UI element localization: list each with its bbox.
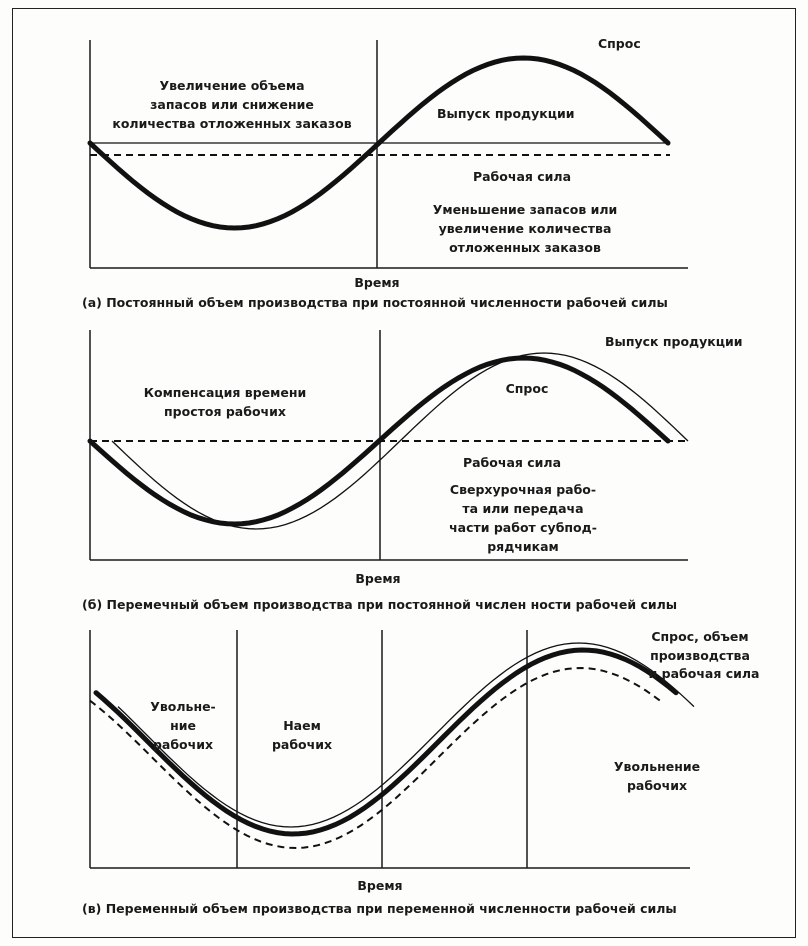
panel-c-legend-line-3: и рабочая сила xyxy=(648,666,760,681)
panel-b-overtime-line-1: Сверхурочная рабо- xyxy=(449,482,597,497)
panel-a-workforce-label: Рабочая сила xyxy=(472,169,572,184)
panel-c-layoff-left-line-3: рабочих xyxy=(152,737,214,752)
panel-a-caption: (а) Постоянный объем производства при постоянной численности рабочей силы xyxy=(82,295,668,310)
panel-b-compensation-line-1: Компенсация времени xyxy=(143,385,307,400)
panel-b-overtime-line-3: части работ субпод- xyxy=(449,520,597,535)
panel-c-layoff-left-line-1: Увольне- xyxy=(150,699,216,714)
panel-c-workforce-curve xyxy=(90,668,660,848)
panel-a-output-label: Выпуск продукции xyxy=(437,106,575,121)
panel-a-decrease-line-2: увеличение количества xyxy=(438,221,612,236)
panel-a-increase-line-1: Увеличение объема xyxy=(159,78,305,93)
panel-c-hire-line-2: рабочих xyxy=(271,737,333,752)
panel-a-demand-label: Спрос xyxy=(598,36,641,51)
panel-c-time-label: Время xyxy=(357,878,403,893)
panel-a-time-label: Время xyxy=(354,275,400,290)
panel-c-demand-curve xyxy=(118,643,694,827)
panel-a-decrease-line-3: отложенных заказов xyxy=(449,240,601,255)
panel-c xyxy=(82,629,759,916)
panel-a xyxy=(82,36,688,310)
panel-b-overtime-line-2: та или передача xyxy=(462,501,584,516)
panel-b-demand-label: Спрос xyxy=(505,381,549,396)
panel-c-legend-line-1: Спрос, объем xyxy=(651,629,749,644)
panel-c-layoff-left-line-2: ние xyxy=(170,718,196,733)
panel-c-layoff-right-line-2: рабочих xyxy=(626,778,688,793)
panel-c-layoff-right-line-1: Увольнение xyxy=(613,759,701,774)
panel-a-increase-line-3: количества отложенных заказов xyxy=(112,116,352,131)
panel-a-increase-line-2: запасов или снижение xyxy=(150,97,314,112)
panel-c-legend-line-2: производства xyxy=(650,648,750,663)
panel-b-overtime-line-4: рядчикам xyxy=(487,539,559,554)
panel-b-workforce-label: Рабочая сила xyxy=(462,455,562,470)
panel-a-decrease-line-1: Уменьшение запасов или xyxy=(432,202,618,217)
panel-b-time-label: Время xyxy=(355,571,401,586)
panel-b-caption: (б) Перемечный объем производства при постоянной числен ности рабочей силы xyxy=(82,597,678,612)
panel-c-caption: (в) Переменный объем производства при переменной численности рабочей силы xyxy=(82,901,677,916)
panel-b-output-label: Выпуск продукции xyxy=(605,334,743,349)
panel-b-compensation-line-2: простоя рабочих xyxy=(164,404,286,419)
panel-c-hire-line-1: Наем xyxy=(283,718,321,733)
panel-b xyxy=(82,330,743,612)
